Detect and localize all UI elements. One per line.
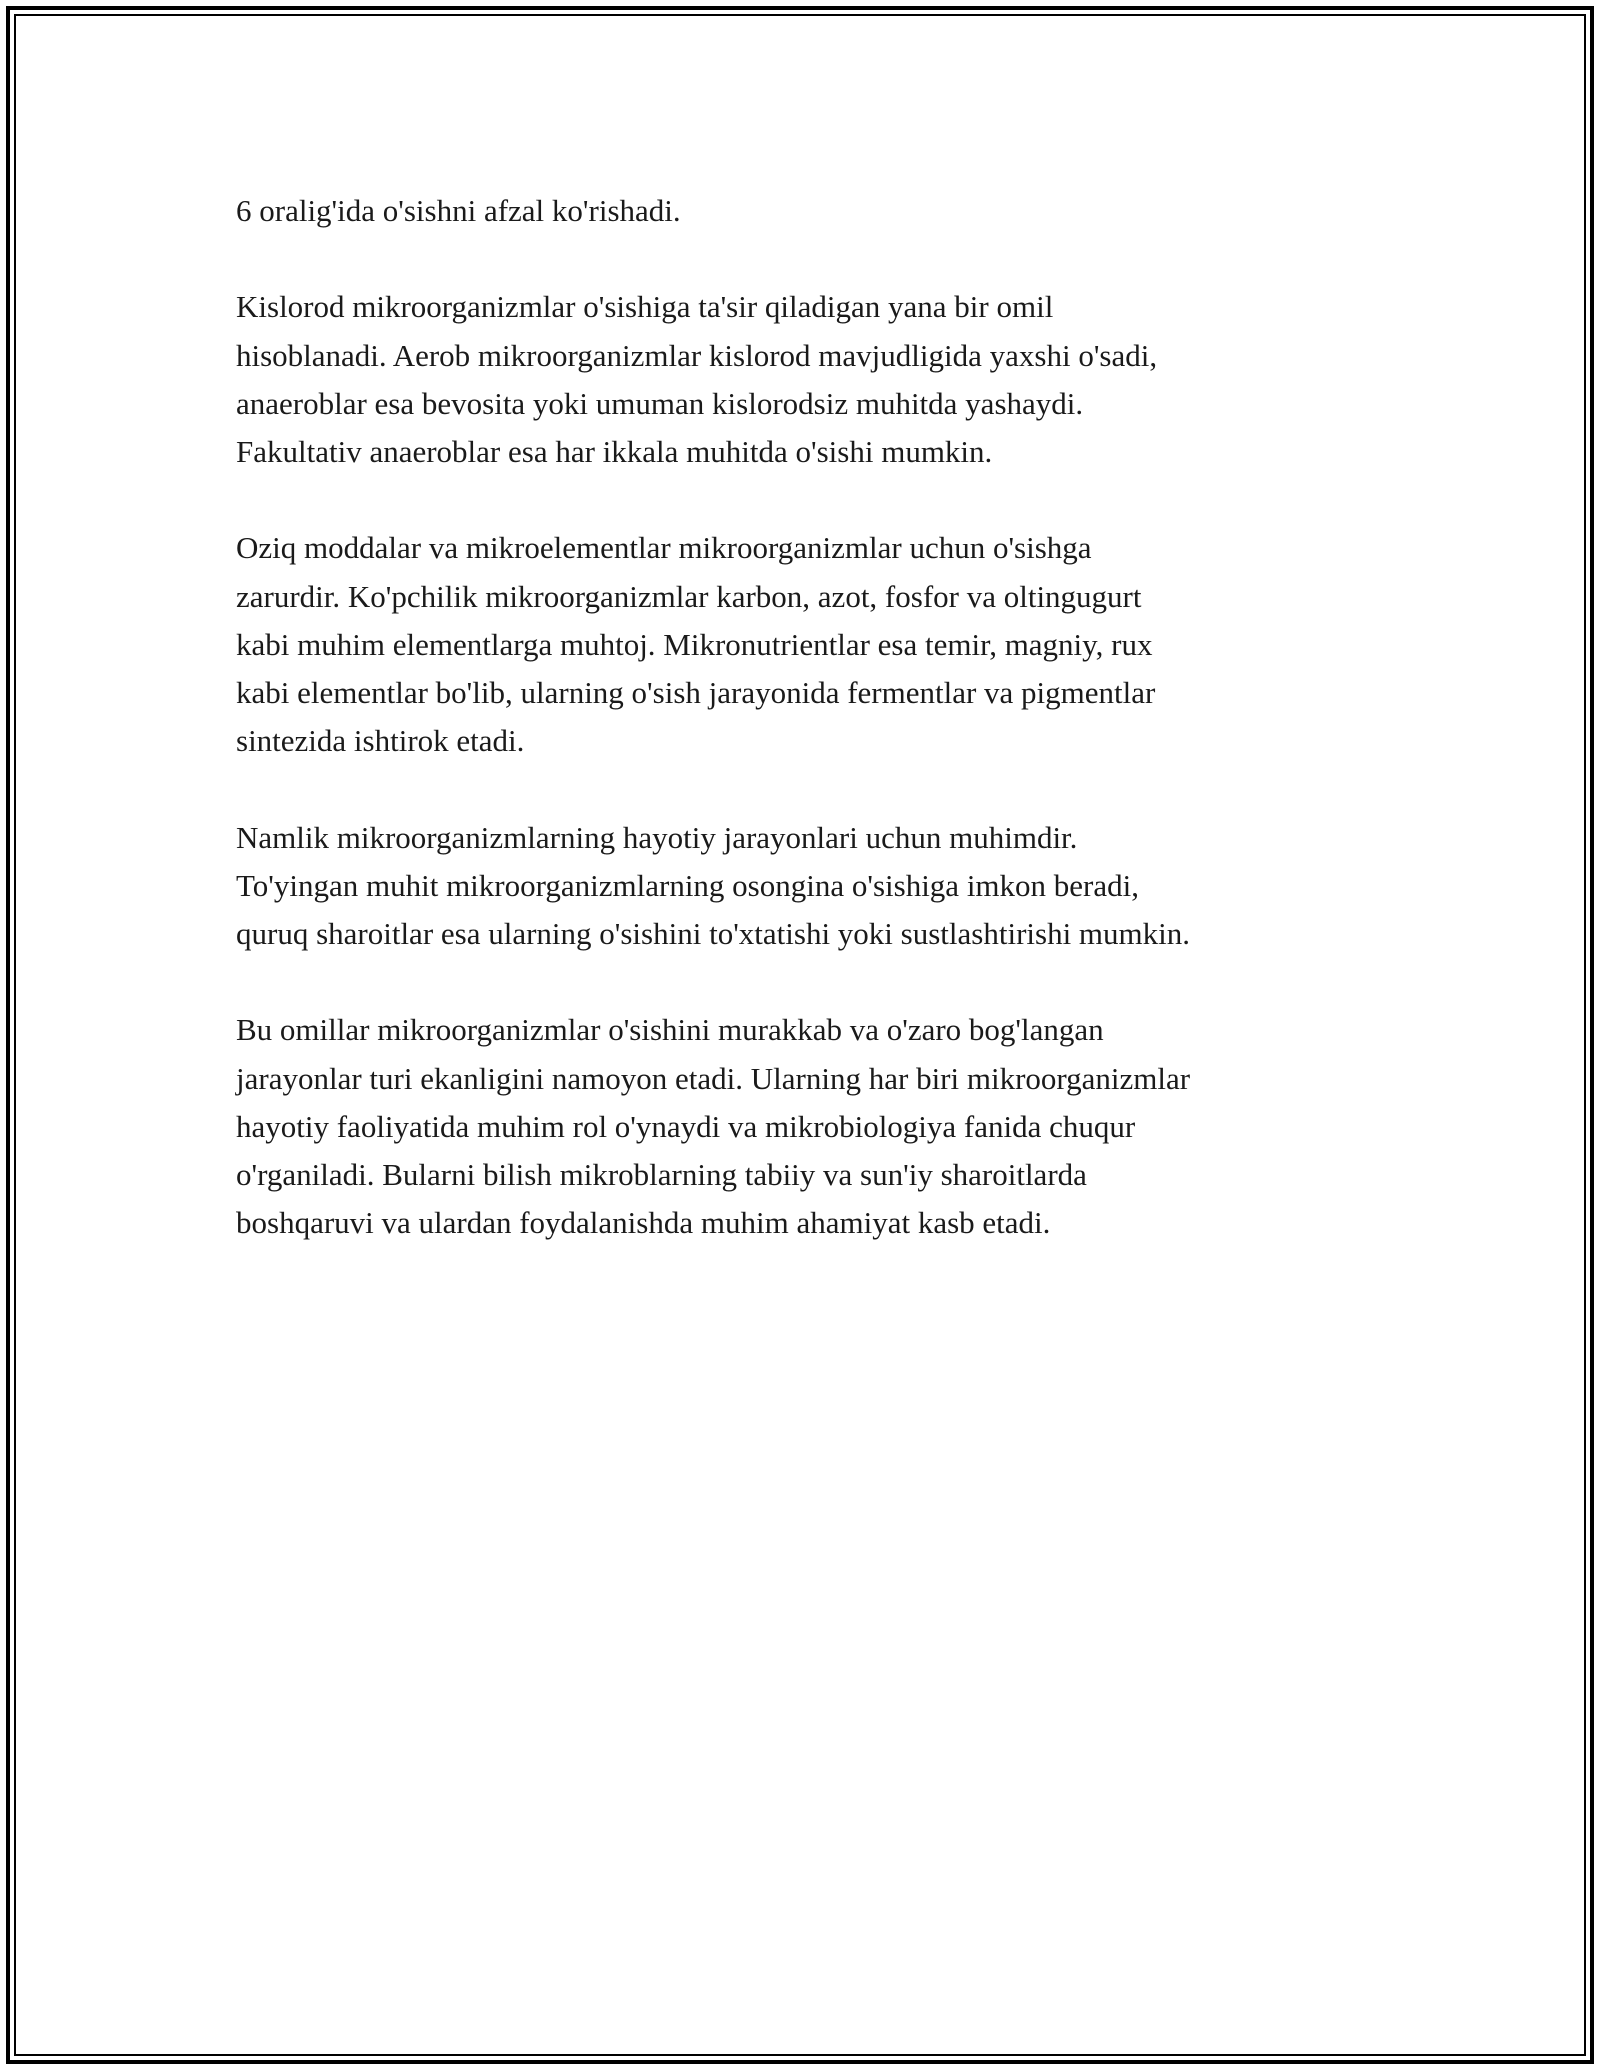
text-line: jarayonlar turi ekanligini namoyon etadi. Ularning har biri mikroorganizmlar: [236, 1060, 1191, 1096]
paragraph-3: [236, 524, 1396, 765]
text-line: Oziq moddalar va mikroelementlar mikroorganizmlar uchun o'sishga: [236, 530, 1092, 566]
text-line: kabi elementlar bo'lib, ularning o'sish jarayonida fermentlar va pigmentlar: [236, 675, 1156, 710]
text-line: kabi muhim elementlarga muhtoj. Mikronutrientlar esa temir, magniy, rux: [236, 626, 1153, 662]
text-line: sintezida ishtirok etadi.: [236, 723, 525, 759]
document-body: [236, 187, 1396, 1247]
paragraph-4: [236, 814, 1396, 959]
paragraph-2: [236, 283, 1396, 476]
text-line: 6 oralig'ida o'sishni afzal ko'rishadi.: [236, 193, 681, 228]
text-line: quruq sharoitlar esa ularning o'sishini to'xtatishi yoki sustlashtirishi mumkin.: [236, 916, 1191, 951]
text-line: hayotiy faoliyatida muhim rol o'ynaydi va mikrobiologiya fanida chuqur: [236, 1108, 1136, 1144]
text-line: To'yingan muhit mikroorganizmlarning osongina o'sishiga imkon beradi,: [236, 867, 1139, 903]
text-line: zarurdir. Ko'pchilik mikroorganizmlar karbon, azot, fosfor va oltingugurt: [236, 578, 1142, 614]
text-line: Bu omillar mikroorganizmlar o'sishini murakkab va o'zaro bog'langan: [236, 1012, 1104, 1048]
text-line: Namlik mikroorganizmlarning hayotiy jarayonlari uchun muhimdir.: [236, 819, 1078, 855]
paragraph-5: [236, 1006, 1396, 1247]
text-line: anaeroblar esa bevosita yoki umuman kislorodsiz muhitda yashaydi.: [236, 385, 1084, 421]
paragraph-1: [236, 187, 1396, 235]
text-line: boshqaruvi va ulardan foydalanishda muhim ahamiyat kasb etadi.: [236, 1205, 1051, 1241]
text-line: hisoblanadi. Aerob mikroorganizmlar kislorod mavjudligida yaxshi o'sadi,: [236, 337, 1158, 373]
text-line: Kislorod mikroorganizmlar o'sishiga ta'sir qiladigan yana bir omil: [236, 289, 1054, 325]
text-line: Fakultativ anaeroblar esa har ikkala muhitda o'sishi mumkin.: [236, 434, 993, 469]
text-line: o'rganiladi. Bularni bilish mikroblarning tabiiy va sun'iy sharoitlarda: [236, 1157, 1087, 1192]
